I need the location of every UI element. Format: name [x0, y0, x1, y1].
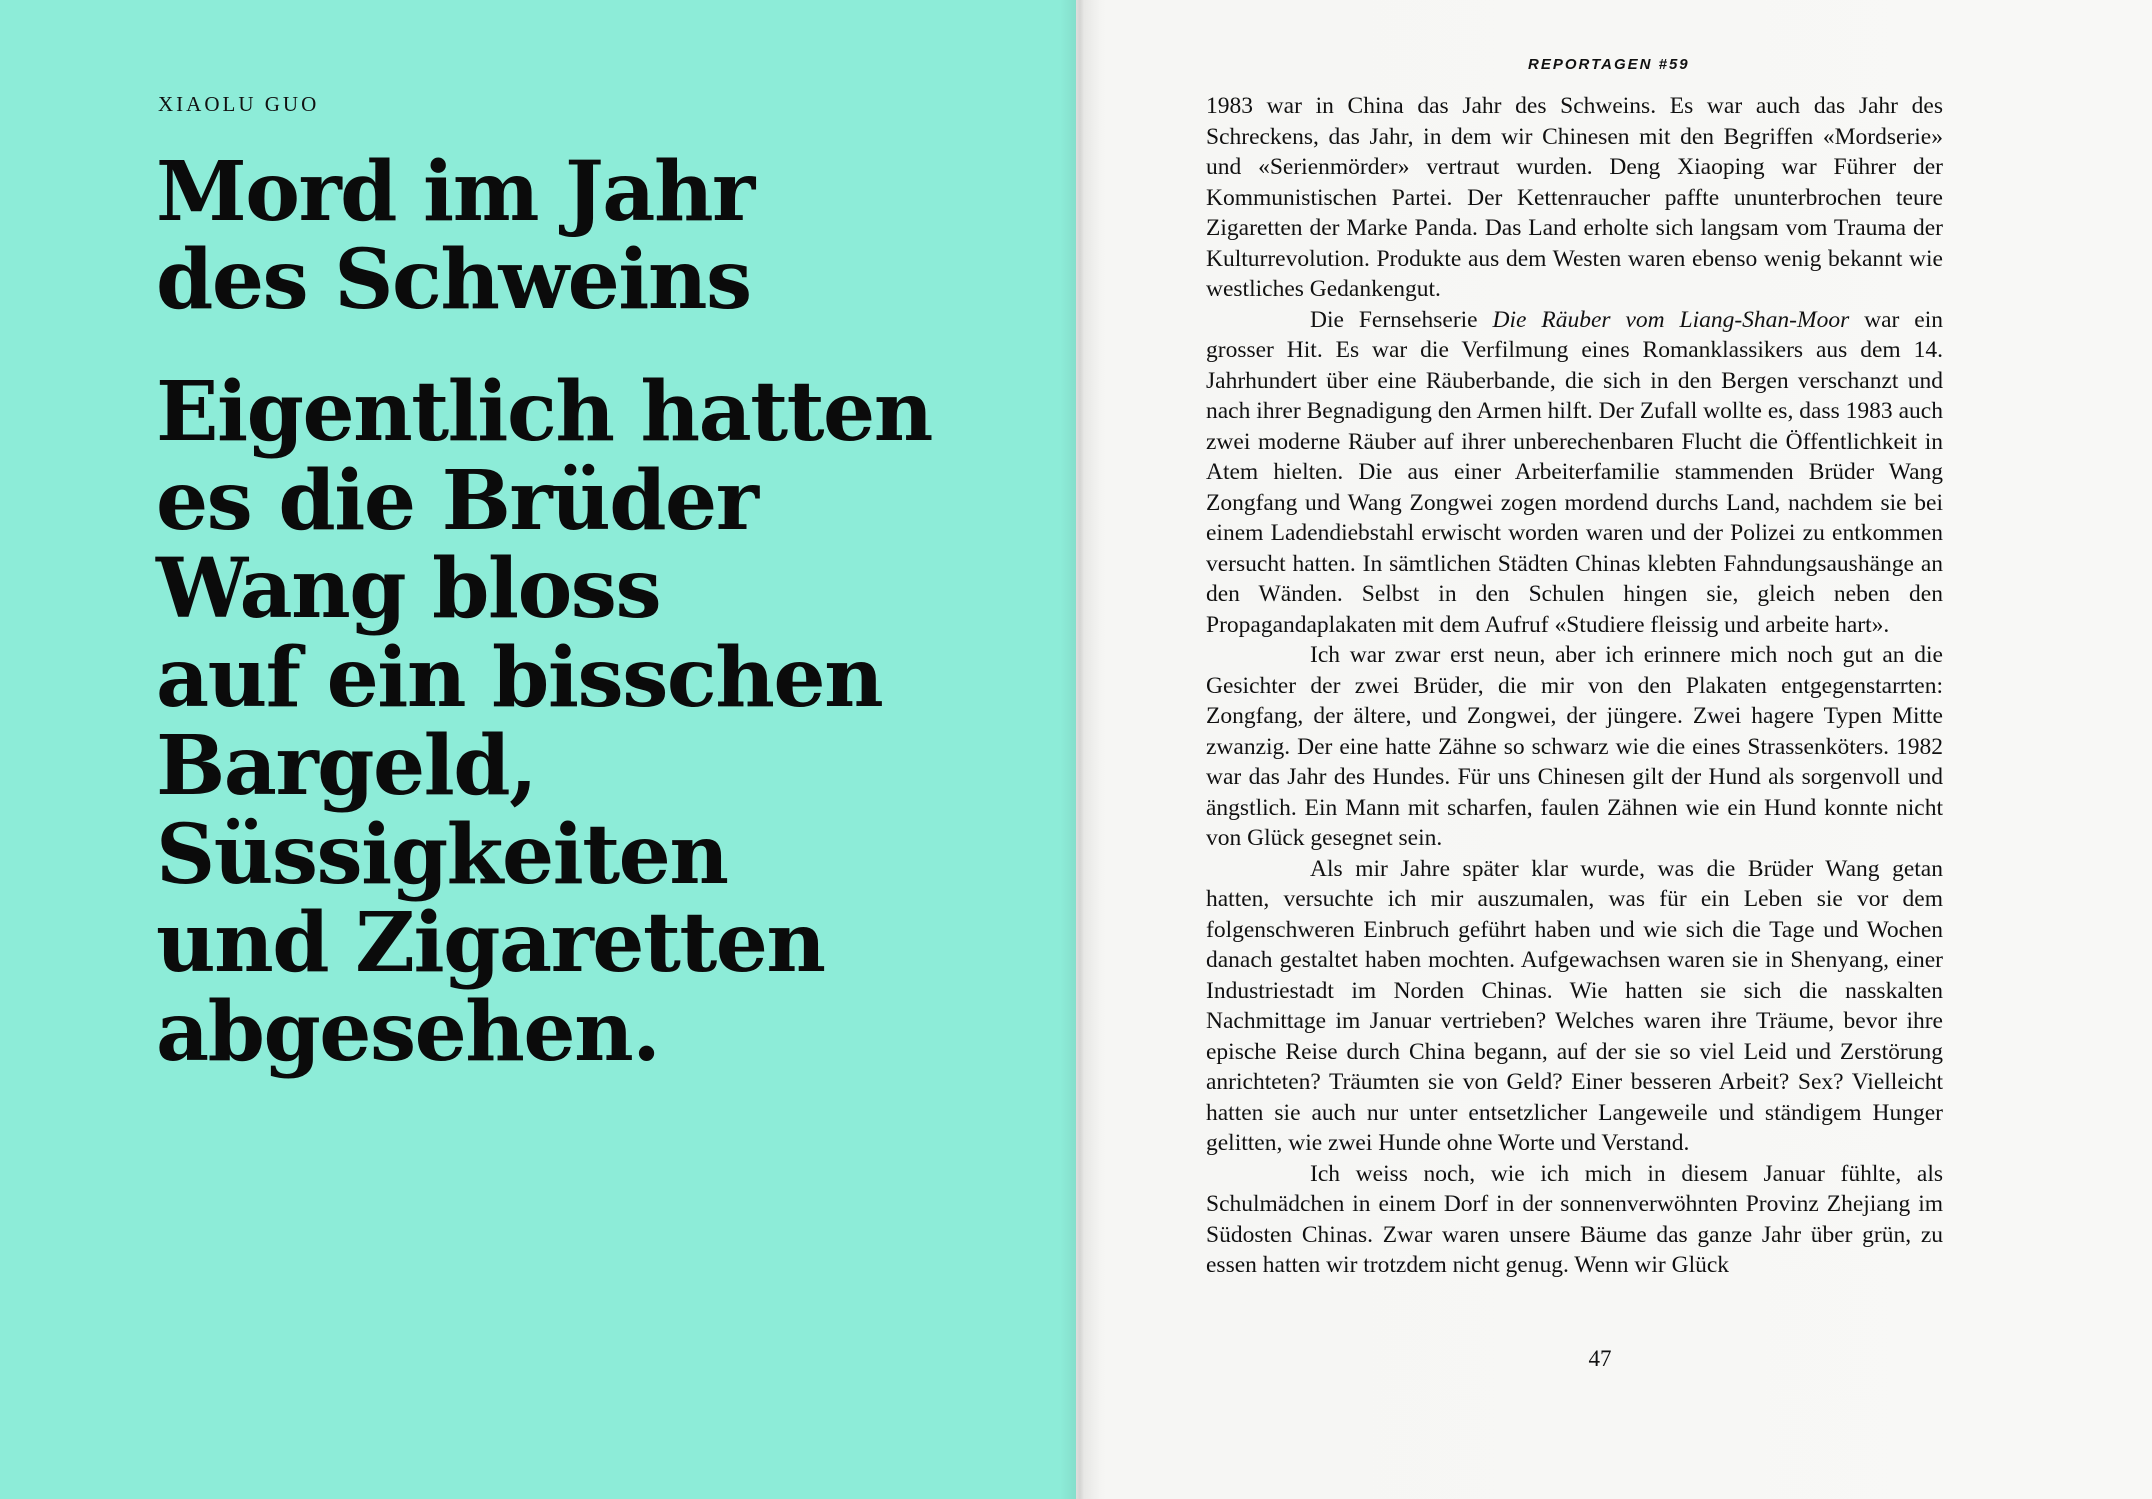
lead-line: Eigentlich hatten [156, 364, 932, 460]
author-name: XIAOLU GUO [158, 92, 320, 116]
article-body [1206, 91, 1943, 1281]
running-header: REPORTAGEN #59 [1528, 56, 1690, 73]
body-paragraph: Als mir Jahre später klar wurde, was die Brüder Wang getan hatten, versuchte ich mir auszumalen, was für ein Leben sie vor dem folgenschweren Einbruch geführt haben und wie sich die Tage und Wochen danach gestaltet haben mochten. Aufgewachsen waren sie in Shenyang, einer Industriestadt im Norden Chinas. Wie hatten sie sich die nasskalten Nachmittage im Januar vertrieben? Welches waren ihre Träume, bevor ihre epische Reise durch China begann, auf der sie so viel Leid und Zerstörung anrichteten? Träumten sie von Geld? Einer besseren Arbeit? Sex? Vielleicht hatten sie auch nur unter entsetzlicher Langeweile und ständigem Hunger gelitten, wie zwei Hunde ohne Worte und Verstand. [1206, 855, 1943, 1156]
lead-line: abgesehen. [156, 983, 660, 1080]
page-number: 47 [1588, 1346, 1612, 1371]
title-line: Mord im Jahr [156, 144, 754, 240]
title-line: des Schweins [156, 232, 751, 328]
article-title [156, 144, 916, 328]
body-paragraph: Ich war zwar erst neun, aber ich erinnere mich noch gut an die Gesichter der zwei Brüder, die mir von den Plakaten entgegenstarrten: Zongfang, der ältere, und Zongwei, der jüngere. Zwei hagere Typen Mitte zwanzig. Der eine hatte Zähne so schwarz wie die eines Strassenköters. 1982 war das Jahr des Hundes. Für uns Chinesen gilt der Hund als sorgenvoll und ängstlich. Ein Mann mit scharfen, faulen Zähnen wie ein Hund konnte nicht von Glück gesegnet sein. [1206, 642, 1943, 851]
article-lead [156, 364, 976, 1080]
lead-line: und Zigaretten [156, 895, 825, 991]
paragraph-text: Die Fernsehserie [1310, 306, 1493, 333]
series-title-italic: Die Räuber vom Liang-Shan-Moor [1492, 306, 1850, 333]
lead-line: Wang bloss [156, 541, 661, 637]
body-paragraph: Ich weiss noch, wie ich mich in diesem Januar fühlte, als Schulmädchen in einem Dorf in der sonnenverwöhnten Provinz Zhejiang im Südosten Chinas. Zwar waren unsere Bäume das ganze Jahr über grün, zu essen hatten wir trotzdem nicht genug. Wenn wir Glück [1206, 1160, 1943, 1278]
lead-line: Bargeld, [156, 718, 537, 814]
paragraph-text: war ein grosser Hit. Es war die Verfilmung eines Romanklassikers aus dem 14. Jahrhundert über eine Räuberbande, die sich in den Bergen verschanzt und nach ihrer Begnadigung den Armen hilft. Der Zufall wollte es, dass 1983 auch zwei moderne Räuber auf ihrer unberechenbaren Flucht die Öffentlichkeit in Atem hielten. Die aus einer Arbeiterfamilie stammenden Brüder Wang Zongfang und Wang Zongwei zogen mordend durchs Land, nachdem sie bei einem Ladendiebstahl erwischt worden waren und der Polizei zu entkommen versucht hatten. In sämtlichen Städten Chinas klebten Fahndungsaushänge an den Wänden. Selbst in den Schulen hingen sie, gleich neben den Propagandaplakaten mit dem Aufruf «Studiere fleissig und arbeite hart». [1206, 306, 1943, 638]
body-paragraph [1206, 305, 1943, 641]
lead-line: Süssigkeiten [156, 806, 728, 903]
lead-line: es die Brüder [156, 452, 758, 549]
body-paragraph: 1983 war in China das Jahr des Schweins. Es war auch das Jahr des Schreckens, das Jahr, in dem wir Chinesen mit den Begriffen «Mordserie» und «Serienmörder» vertraut wurden. Deng Xiaoping war Führer der Kommunistischen Partei. Der Kettenraucher paffte ununterbrochen teure Zigaretten der Marke Panda. Das Land erholte sich langsam vom Trauma der Kulturrevolution. Produkte aus dem Westen waren ebenso wenig bekannt wie westliches Gedankengut. [1206, 93, 1943, 302]
lead-line: auf ein bisschen [156, 629, 883, 726]
